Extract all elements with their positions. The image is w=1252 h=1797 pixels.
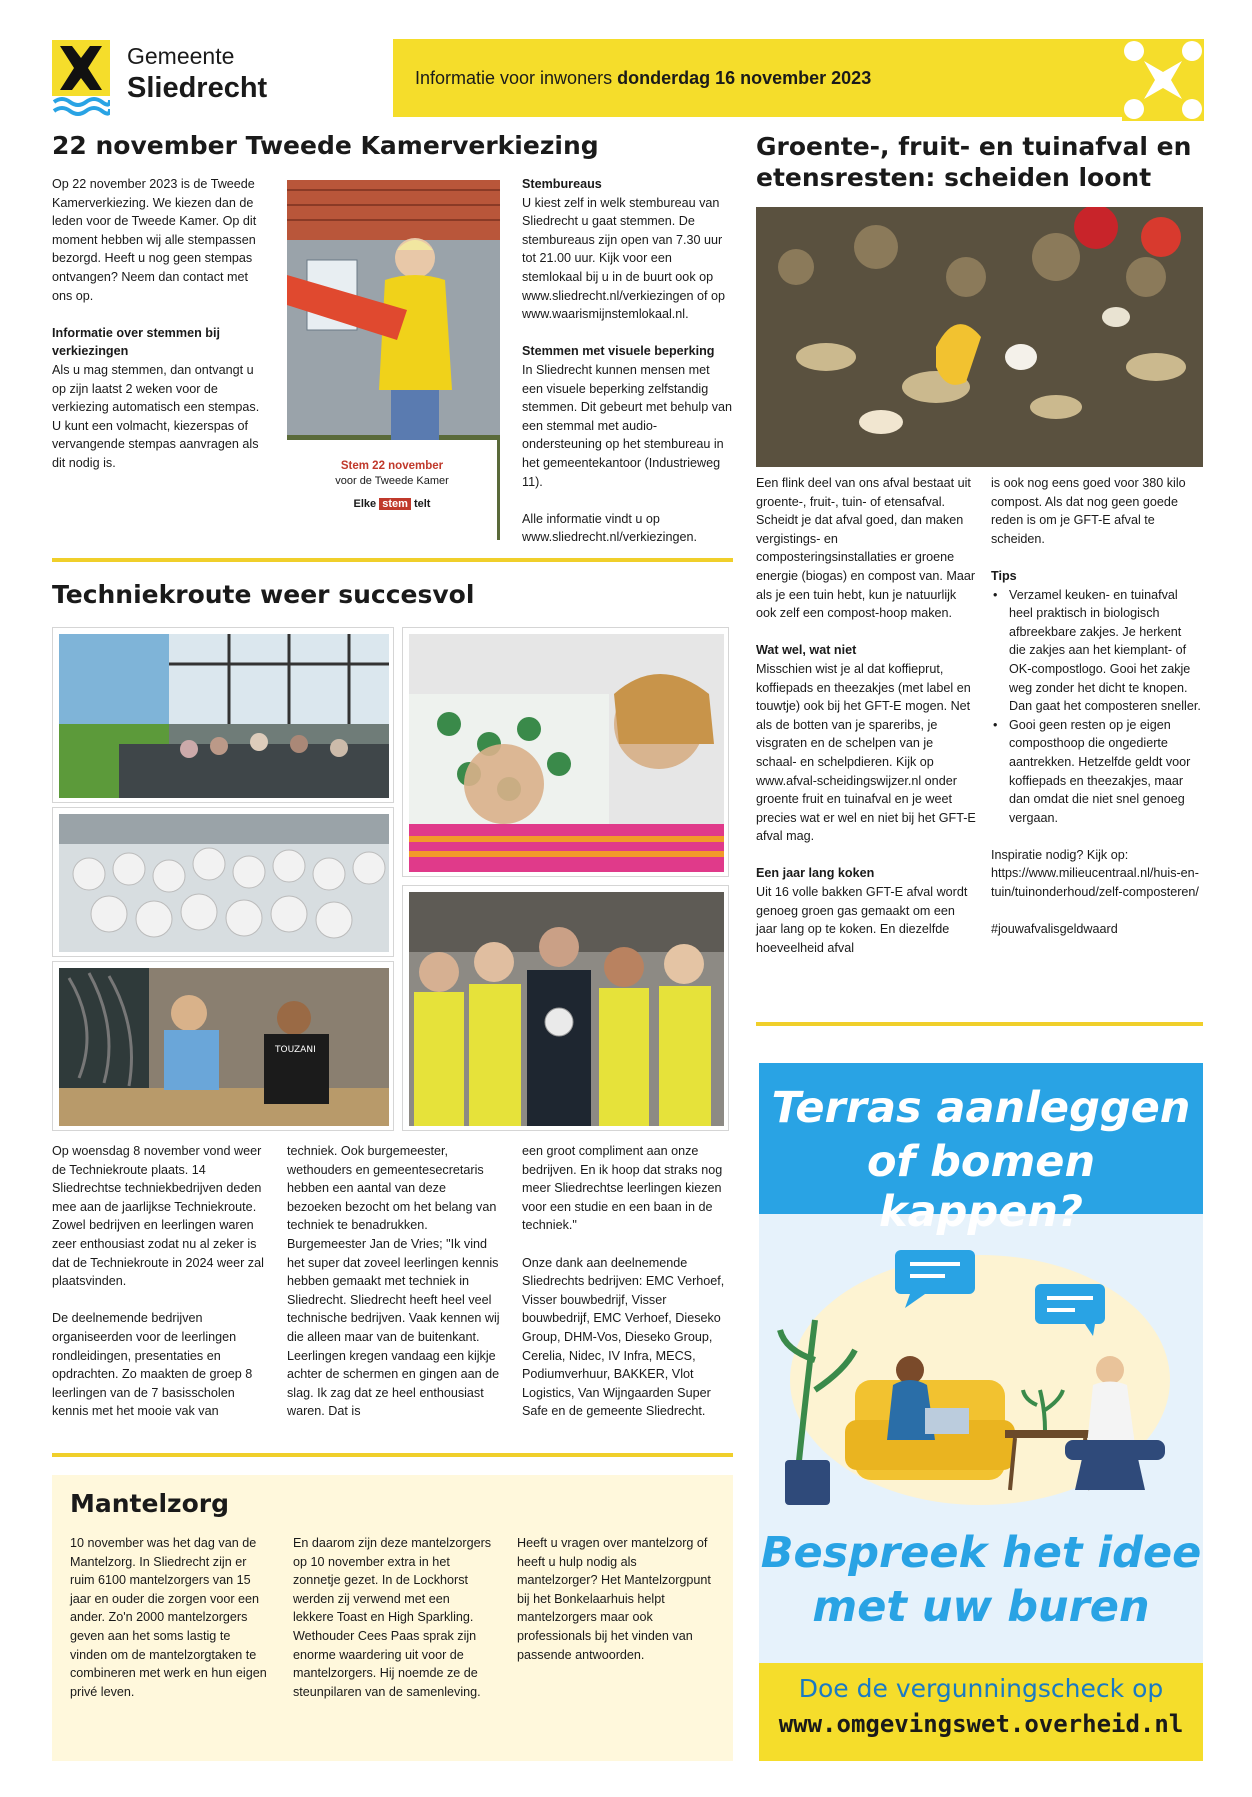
techniek-bedrijven-text: De deelnemende bedrijven organiseerden voor de leerlingen rondleidingen, presentaties en opdrachten. Zo maakten de groep 8 leerlingen van de 7 basisscholen kennis met het mooie vak van (52, 1311, 253, 1419)
verkiezing-subheading-stembureaus: Stembureaus (522, 177, 602, 191)
ad-line-vergunningscheck: Doe de vergunningscheck op (798, 1674, 1164, 1703)
afval-col-2 (991, 474, 1201, 957)
section-divider (756, 1022, 1203, 1026)
afval-title-line2: etensresten: scheiden loont (756, 163, 1152, 192)
verkiezing-visueel-text: In Sliedrecht kunnen mensen met een visuele beperking zelfstandig stemmen. Dit gebeurt met behulp van een stemmal met audio-ondersteuning op het stembureau in het gemeentekantoor (Industrieweg 11). (522, 362, 733, 489)
afval-koken-text: Uit 16 volle bakken GFT-E afval wordt genoeg groen gas gemaakt om een jaar lang op te koken. En diezelfde hoeveelheid afval (756, 885, 968, 955)
verkiezing-stembureaus-text: U kiest zelf in welk stembureau van Sliedrecht u gaat stemmen. De stembureaus zijn open van 7.30 uur tot 21.00 uur. Kijk voor een stemlokaal bij u in de buurt ook op www.sliedrecht.nl/verkiezingen of op www.waarismijnstemlokaal.nl. (522, 195, 726, 322)
afval-compost-text: is ook nog eens goed voor 380 kilo compost. Als dat nog geen goede reden is om je GFT-E afval te scheiden. (991, 476, 1186, 546)
verkiezing-subheading-info: Informatie over stemmen bij verkiezingen (52, 325, 220, 359)
techniek-photo-group (409, 892, 724, 1126)
logo-word-sliedrecht: Sliedrecht (127, 72, 268, 104)
techniek-photo-frame-1 (52, 627, 394, 803)
ad-line-bomen: of bomen kappen? (866, 1137, 1096, 1237)
sliedrecht-logo-icon (52, 40, 110, 120)
techniek-col-3 (522, 1142, 732, 1440)
techniek-intro: Op woensdag 8 november vond weer de Techniekroute plaats. 14 Sliedrechtse techniekbedrijven deden mee aan de jaarlijkse Techniekroute. Zowel bedrijven en leerlingen waren zeer enthousiast zodat nu al zeker is dat de Techniekroute in 2024 weer zal plaatsvinden. (52, 1144, 264, 1289)
verkiezing-col-3 (522, 175, 732, 565)
afval-photo-compost (756, 207, 1203, 467)
mantelzorg-col-2 (293, 1534, 493, 1720)
techniek-photo-frame-3 (52, 961, 394, 1131)
techniek-photo-hairnets (59, 814, 389, 952)
techniek-photo-frame-2 (52, 807, 394, 957)
stem-label-card (287, 440, 497, 540)
afval-hashtag: #jouwafvalisgeldwaard (991, 922, 1118, 937)
shirt-text: TOUZANI (275, 1045, 316, 1055)
banner-date: donderdag 16 november 2023 (617, 68, 872, 88)
afval-col-1 (756, 474, 976, 976)
techniek-compliment-text: een groot compliment aan onze bedrijven. En ik hoop dat straks nog meer Sliedrechtse leerlingen kiezen voor een studie en een baan in de techniek." (522, 1144, 723, 1233)
verkiezing-col-1 (52, 175, 267, 491)
afval-inspiratie-text: Inspiratie nodig? Kijk op: https://www.milieucentraal.nl/huis-en-tuin/tuinonderhoud/zelf-composteren/ (991, 847, 1199, 900)
afval-title (756, 131, 1191, 193)
mantelzorg-col-1 (70, 1534, 270, 1720)
banner-text (415, 68, 871, 89)
afval-wat-wel-text: Misschien wist je al dat koffieprut, koffiepads en theezakjes (met label en touwtje) ook bij het GFT-E mogen. Net als de botten van je spareribs, je visgraten en de schelpen van je schaal- en schelpdieren. Kijk op www.afval-scheidingswijzer.nl onder groente fruit en tuinafval en je weet precies wat er wel en niet bij het GFT-E afval mag. (756, 661, 976, 844)
verkiezing-photo (287, 180, 500, 540)
mantelzorg-title: Mantelzorg (70, 1489, 229, 1518)
afval-tip: • Gooi geen resten op je eigen composthoop die ongedierte aantrekken. Hetzelfde geldt voor koffiepads en theezakjes, maar dan omdat die niet snel genoeg vergaan. (991, 716, 1201, 828)
afval-tip: • Verzamel keuken- en tuinafval heel praktisch in biologisch afbreekbare zakjes. Je herkent die zakjes aan het kiemplant- of OK-compostlogo. Gooi het zakje weg zonder het dicht te knopen. Dan gaat het composteren sneller. (991, 586, 1201, 716)
decorative-cross-pattern-icon (1122, 39, 1204, 121)
techniek-photo-classroom (59, 634, 389, 798)
verkiezing-subheading-visueel: Stemmen met visuele beperking (522, 344, 715, 359)
ad-line-bespreek: Bespreek het idee (760, 1528, 1202, 1578)
techniek-title: Techniekroute weer succesvol (52, 580, 475, 609)
techniek-col-1 (52, 1142, 267, 1440)
mantelzorg-text-2: En daarom zijn deze mantelzorgers op 10 november extra in het zonnetje gezet. In de Lockhorst werden zij verwend met een lekkere Toast en High Sparkling. Wethouder Cees Paas sprak zijn enorme waardering uit voor de mantelzorgers. Hij noemde ze de steunpilaren van de samenleving. (293, 1536, 492, 1699)
techniek-photo-workshop (59, 968, 389, 1126)
ad-line-terras: Terras aanleggen (771, 1083, 1191, 1133)
techniek-dank-text: Onze dank aan deelnemende Sliedrechts bedrijven: EMC Verhoef, Visser bouwbedrijf, Visser bouwbedrijf, EMC Verhoef, Dieseko Group, DHM-Vos, Dieseko Group, Cerelia, Nidec, IV Infra, MECS, Podiumverhuur, BAKKER, Vlot Logistics, Van Wijngaarden Super Safe en de gemeente Sliedrecht. (522, 1255, 725, 1419)
section-divider (52, 558, 733, 562)
banner-prefix: Informatie voor inwoners (415, 68, 613, 88)
verkiezing-title: 22 november Tweede Kamerverkiezing (52, 131, 599, 160)
stem-label-line1: Stem 22 november (340, 460, 444, 472)
afval-subheading-tips: Tips (991, 568, 1017, 583)
techniek-photo-frame-5 (402, 885, 729, 1131)
afval-subheading-koken: Een jaar lang koken (756, 866, 875, 881)
stem-badge: stem (379, 498, 411, 510)
logo-word-gemeente: Gemeente (127, 43, 235, 69)
afval-subheading-wat-wel: Wat wel, wat niet (756, 643, 857, 658)
mantelzorg-text-3: Heeft u vragen over mantelzorg of heeft u hulp nodig als mantelzorger? Het Mantelzorgpunt bij het Bonkelaarhuis helpt mantelzorgers maar ook professionals bij het vinden van passende antwoorden. (517, 1536, 711, 1662)
afval-title-line1: Groente-, fruit- en tuinafval en (756, 132, 1192, 161)
stem-telt: telt (413, 498, 431, 510)
verkiezing-alle-info: Alle informatie vindt u op www.sliedrecht.nl/verkiezingen. (522, 511, 697, 545)
stem-label-line3 (287, 498, 497, 510)
verkiezing-info-text: Als u mag stemmen, dan ontvangt u op zijn laatst 2 weken voor de verkiezing automatisch een stempas. U kunt een volmacht, kiezerspas of vervangende stempas aanvragen als dit nodig is. (52, 362, 260, 470)
techniek-burgemeester-text: techniek. Ook burgemeester, wethouders en gemeentesecretaris hebben een aantal van deze bezoeken bezocht om het belang van techniek te benadrukken. Burgemeester Jan de Vries; "Ik vind het super dat zoveel leerlingen kennis hebben gemaakt met techniek in Sliedrecht. Sliedrecht heeft heel veel technische bedrijven. Vaak kennen wij die alleen maar van de buitenkant. Leerlingen kregen vandaag een kijkje achter de schermen en gingen aan de slag. Ik zag dat ze heel enthousiast waren. Dat is (287, 1144, 500, 1419)
verkiezing-intro: Op 22 november 2023 is de Tweede Kamerverkiezing. We kiezen dan de leden voor de Tweede Kamer. Op dit moment hebben wij alle stempassen bezorgd. Heeft u nog geen stempas ontvangen? Neem dan contact met ons op. (52, 177, 257, 303)
techniek-photo-frame-4 (402, 627, 729, 877)
afval-tips-list (991, 586, 1201, 828)
afval-intro: Een flink deel van ons afval bestaat uit groente-, fruit-, tuin- of etensafval. Scheidt je dat afval goed, dan maken vergistings- en composteringsinstallaties er groene energie (biogas) en compost van. Maar als je een tuin hebt, kun je natuurlijk ook zelf een compost-hoop maken. (756, 476, 976, 621)
techniek-col-2 (287, 1142, 502, 1440)
compost-illustration (756, 207, 1203, 467)
stem-elke: Elke (353, 498, 377, 510)
ad-illustration-neighbours (775, 1240, 1185, 1510)
mantelzorg-col-3 (517, 1534, 717, 1683)
ad-line-buren: met uw buren (812, 1582, 1150, 1632)
techniek-photo-circuit-board (409, 634, 724, 872)
stem-label-line2: voor de Tweede Kamer (335, 475, 449, 487)
mantelzorg-text-1: 10 november was het dag van de Mantelzorg. In Sliedrecht zijn er ruim 6100 mantelzorgers van 15 jaar en ouder die zorgen voor een ander. Zo'n 2000 mantelzorgers geven aan het soms lastig te vinden om de mantelzorgtaken te combineren met werk en hun eigen privé leven. (70, 1536, 267, 1699)
section-divider (52, 1453, 733, 1457)
ad-link-omgevingswet[interactable]: www.omgevingswet.overheid.nl (778, 1710, 1184, 1738)
